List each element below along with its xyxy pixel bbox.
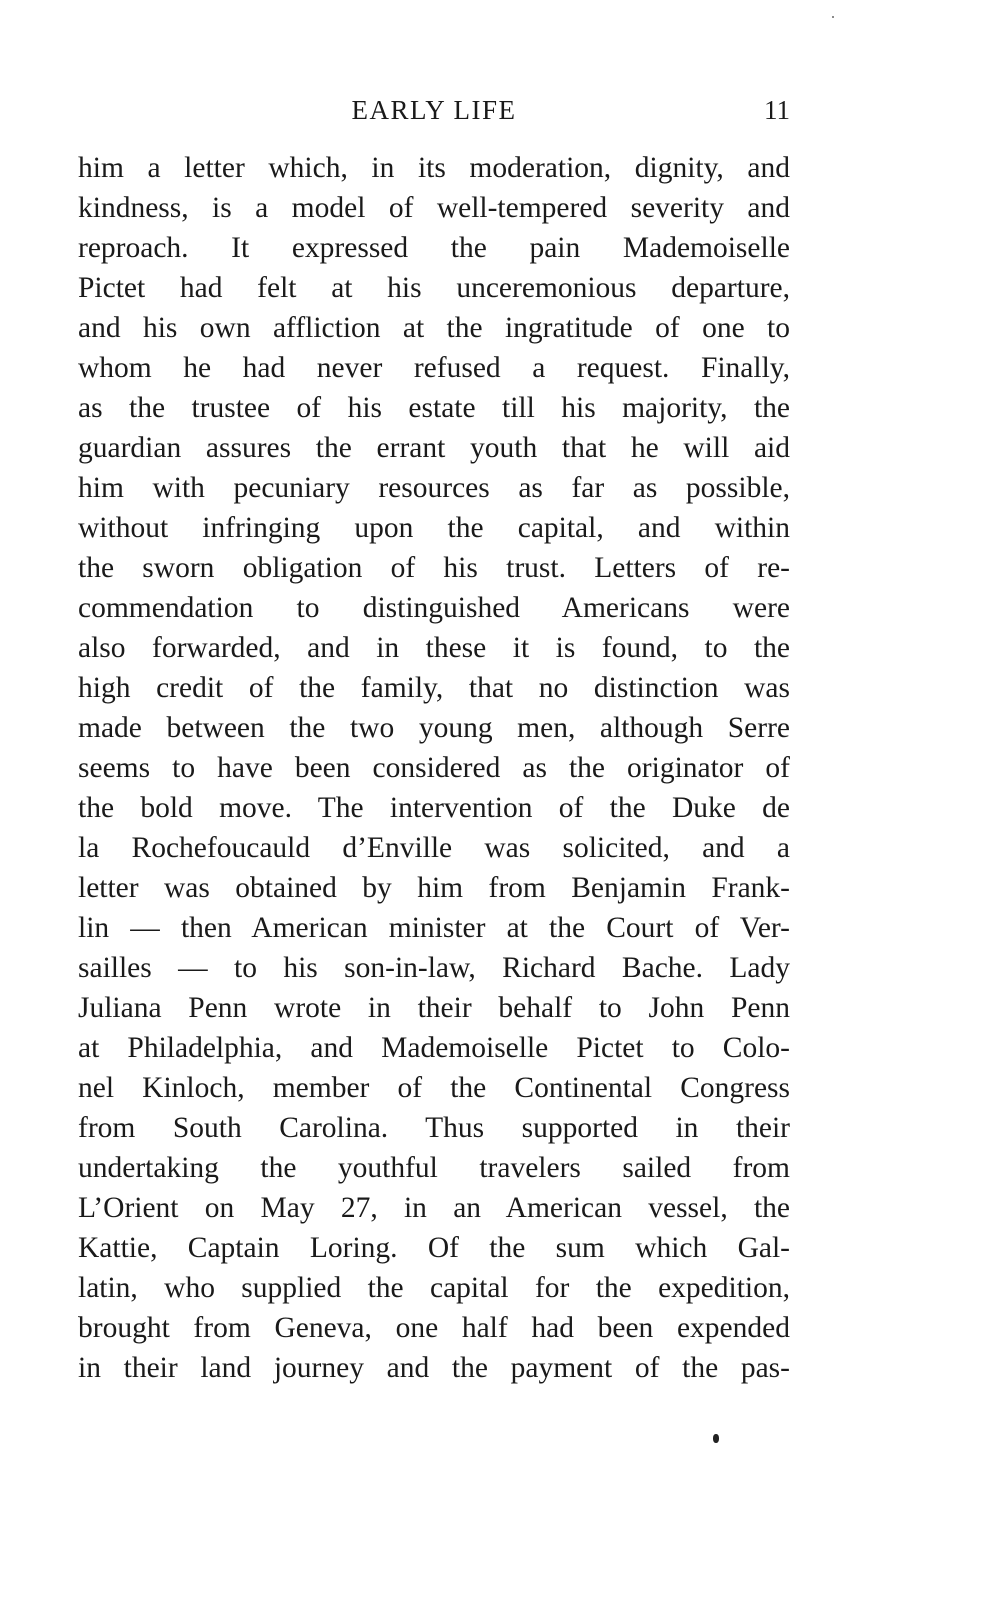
text-line: Pictet had felt at his unceremonious departure,	[78, 272, 790, 304]
text-line: sailles — to his son-in-law, Richard Bache. Lady	[78, 952, 790, 984]
text-line: guardian assures the errant youth that he will aid	[78, 432, 790, 464]
text-line: undertaking the youthful travelers sailed from	[78, 1152, 790, 1184]
text-line: him a letter which, in its moderation, dignity, and	[78, 152, 790, 184]
page-number: 11	[764, 95, 790, 125]
text-line: Kattie, Captain Loring. Of the sum which Gal-	[78, 1232, 790, 1264]
text-line: at Philadelphia, and Mademoiselle Pictet to Colo-	[78, 1032, 790, 1064]
scan-dot	[832, 16, 834, 18]
text-line: from South Carolina. Thus supported in their	[78, 1112, 790, 1144]
text-line: brought from Geneva, one half had been expended	[78, 1312, 790, 1344]
text-line: nel Kinloch, member of the Continental Congress	[78, 1072, 790, 1104]
text-line: the sworn obligation of his trust. Letters of re-	[78, 552, 790, 584]
text-line: reproach. It expressed the pain Mademoiselle	[78, 232, 790, 264]
text-line: without infringing upon the capital, and within	[78, 512, 790, 544]
running-head	[78, 92, 790, 132]
text-line: letter was obtained by him from Benjamin Frank-	[78, 872, 790, 904]
text-line: the bold move. The intervention of the Duke de	[78, 792, 790, 824]
text-line: high credit of the family, that no distinction was	[78, 672, 790, 704]
text-line: la Rochefoucauld d’Enville was solicited, and a	[78, 832, 790, 864]
text-line: in their land journey and the payment of the pas-	[78, 1352, 790, 1384]
text-line: him with pecuniary resources as far as possible,	[78, 472, 790, 504]
text-line: whom he had never refused a request. Finally,	[78, 352, 790, 384]
text-line: kindness, is a model of well-tempered severity and	[78, 192, 790, 224]
text-line: commendation to distinguished Americans were	[78, 592, 790, 624]
text-line: also forwarded, and in these it is found, to the	[78, 632, 790, 664]
text-line: L’Orient on May 27, in an American vessel, the	[78, 1192, 790, 1224]
text-line: Juliana Penn wrote in their behalf to John Penn	[78, 992, 790, 1024]
text-line: seems to have been considered as the originator of	[78, 752, 790, 784]
text-line: lin — then American minister at the Court of Ver-	[78, 912, 790, 944]
text-line: made between the two young men, although Serre	[78, 712, 790, 744]
text-line: and his own affliction at the ingratitude of one to	[78, 312, 790, 344]
running-title: EARLY LIFE	[351, 95, 517, 125]
ink-speck	[713, 1434, 719, 1443]
text-line: latin, who supplied the capital for the expedition,	[78, 1272, 790, 1304]
body-text	[78, 148, 790, 1388]
text-line: as the trustee of his estate till his majority, the	[78, 392, 790, 424]
